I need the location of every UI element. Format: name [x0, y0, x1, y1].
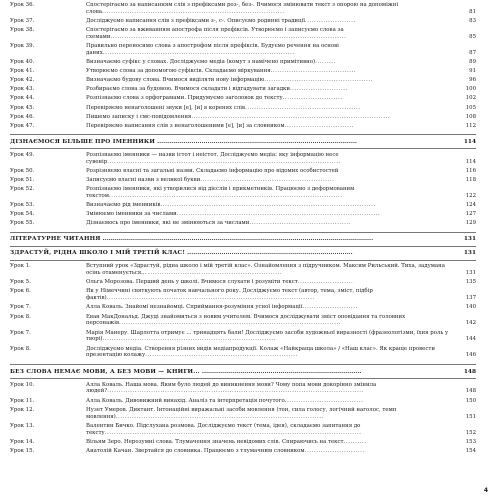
lesson-number: Урок 45. — [10, 104, 35, 111]
leader-dots: ...................................................................................................... — [110, 34, 347, 40]
lesson-title — [86, 114, 476, 121]
lesson-title-text: Досліджуємо написання слів з префіксами з-, с-. Описуємо родинні традиції — [86, 18, 305, 24]
leader-dots: .......................................................................................... — [106, 295, 315, 302]
lesson-number: Урок 36. — [10, 2, 35, 8]
lesson-number: Урок 7. — [10, 329, 31, 336]
toc-entry[interactable] — [10, 68, 476, 75]
section-divider — [10, 246, 476, 247]
lesson-title-text: Перевіряємо написання слів з ненаголошеними [е], [и] за словником — [86, 122, 285, 129]
leader-dots: ........................................................................... — [102, 336, 277, 343]
lesson-title — [86, 314, 476, 328]
lesson-title-text: Розпізнаємо слова з орфограмами. Придумуємо заголовок до тексту — [86, 95, 283, 102]
lesson-title-text: Визначаємо рід іменників — [86, 202, 161, 209]
lesson-page: 146 — [465, 352, 476, 359]
lesson-page: 153 — [465, 438, 476, 445]
section-divider — [10, 364, 476, 365]
toc-entry[interactable] — [10, 406, 476, 421]
lesson-page: 150 — [465, 397, 476, 404]
lesson-page: 148 — [465, 388, 476, 395]
lesson-title — [86, 177, 476, 184]
lesson-page: 108 — [465, 113, 476, 120]
toc-entry[interactable] — [10, 345, 476, 360]
lesson-title-text: Еван МакДональд. Джуді знайомиться з новим учителем. Вчимося досліджувати зміст оповідання та головних персонажів — [86, 313, 406, 327]
section-page: 131 — [463, 236, 476, 243]
leader-dots: ........................ — [302, 304, 358, 311]
lesson-number: Урок 38. — [10, 27, 35, 34]
leader-dots: ..................................................................................................... — [108, 192, 343, 199]
lesson-title — [86, 423, 476, 437]
lesson-title-text: Спостерігаємо за написанням слів з префіксами роз-, без-. Вчимося змінювати текст з опорою на допоміжні слова — [86, 2, 399, 15]
lesson-number: Урок 7. — [10, 304, 31, 311]
lesson-title — [86, 2, 476, 16]
leader-dots: .............................. — [284, 122, 354, 129]
lesson-number: Урок 6. — [10, 288, 31, 295]
lesson-number: Урок 49. — [10, 151, 35, 158]
leader-dots: .................................. — [284, 397, 364, 404]
lesson-page: 116 — [465, 167, 476, 174]
section-title: БЕЗ СЛОВА НЕМАЄ МОВИ, А БЕЗ МОВИ — КНИГИ... — [10, 368, 200, 375]
toc-group-school — [10, 263, 476, 361]
lesson-number: Урок 43. — [10, 86, 35, 93]
section-divider — [10, 260, 476, 261]
toc-entry[interactable] — [10, 263, 476, 277]
leader-dots: ............................................................................................................... — [107, 388, 364, 395]
lesson-title — [86, 27, 476, 41]
leader-dots: ............................................................................... — [201, 368, 362, 375]
toc-entry[interactable] — [10, 113, 476, 121]
toc-entry[interactable] — [10, 167, 476, 175]
toc-entry[interactable] — [10, 422, 476, 437]
lesson-title-text: Записуємо власні назви з великої букви — [86, 176, 201, 183]
toc-entry[interactable] — [10, 104, 476, 112]
lesson-title-text: Визначаємо суфікс у словах. Досліджуємо медіа (комут з намічено примітивно) — [86, 59, 316, 66]
lesson-page: 142 — [465, 320, 476, 327]
section-heading-nouns[interactable] — [10, 138, 476, 146]
toc-list — [10, 2, 476, 457]
lesson-page: 124 — [465, 202, 476, 209]
leader-dots: .................................................................. — [145, 352, 298, 359]
section-title: ДІЗНАЄМОСЯ БІЛЬШЕ ПРО ІМЕННИКИ — [10, 138, 156, 145]
toc-entry[interactable] — [10, 279, 476, 286]
toc-entry[interactable] — [10, 202, 476, 209]
lesson-page: 118 — [465, 176, 476, 183]
leader-dots: ................................................................................................ — [119, 320, 342, 327]
leader-dots: ......... — [315, 59, 336, 66]
lesson-title — [86, 168, 476, 175]
lesson-page: 127 — [465, 211, 476, 218]
leader-dots: ............................................................................................................... — [104, 429, 362, 436]
lesson-title — [86, 439, 476, 446]
lesson-page: 105 — [465, 104, 476, 111]
leader-dots: ...................................................................................... — [191, 113, 391, 120]
lesson-page: 135 — [465, 279, 476, 286]
lesson-title-text: Розрізняємо власні та загальні назви. Складаємо інформацію про відомих особистостей — [86, 167, 339, 174]
lesson-title — [86, 95, 476, 102]
lesson-title — [86, 43, 476, 57]
section-heading-literary-reading[interactable] — [10, 235, 476, 243]
leader-dots: ................................................................................................... — [157, 138, 357, 145]
page-number: 4 — [483, 487, 488, 494]
lesson-title — [86, 186, 476, 200]
lesson-title-text: Досліджуємо медіа. Створення різних видів медіапродукції. Колаж «Найкраща школа» / «Наш клас». Як краще провести презентацію колажу — [86, 345, 435, 359]
section-divider — [10, 232, 476, 233]
lesson-number: Урок 11. — [10, 397, 35, 404]
lesson-number: Урок 51. — [10, 176, 35, 183]
lesson-number: Урок 15. — [10, 447, 35, 454]
lesson-number: Урок 1. — [10, 263, 31, 270]
leader-dots: ............................................................................................. — [160, 202, 376, 209]
toc-entry[interactable] — [10, 176, 476, 184]
leader-dots: .......................................................... — [200, 176, 335, 183]
toc-entry[interactable] — [10, 27, 476, 41]
toc-entry[interactable] — [10, 122, 476, 130]
lesson-title — [86, 211, 476, 218]
row-gap — [86, 227, 476, 229]
lesson-page: 151 — [465, 413, 476, 420]
toc-entry[interactable] — [10, 43, 476, 57]
lesson-number: Урок 40. — [10, 59, 35, 66]
lesson-title-text: Ольга Морозова. Перший день у школі. Вчимося слухати і розуміти текст — [86, 279, 298, 286]
section-title: ЛІТЕРАТУРНЕ ЧИТАННЯ — [10, 236, 101, 243]
lesson-page: 129 — [465, 220, 476, 227]
leader-dots: ........................ — [297, 279, 354, 286]
lesson-title-text: Утворюємо слова за допомогою суфіксів. Складаємо міркування — [86, 68, 271, 75]
leader-dots: .................................................................................. — [187, 250, 353, 257]
lesson-title — [86, 77, 476, 84]
lesson-title — [86, 105, 476, 112]
section-page: 148 — [463, 368, 476, 375]
lesson-page: 122 — [465, 192, 476, 199]
row-gap — [86, 455, 476, 457]
toc-entry[interactable] — [10, 186, 476, 200]
lesson-title-text: Як у Німеччині святкують початок навчального року. Досліджуємо текст (автор, тема, зміст, підбір фактів) — [86, 288, 373, 302]
lesson-title-text: Розпізнаємо іменники — назви істот і неістот. Досліджуємо медіа: яку інформацію несе сувенір — [86, 151, 339, 165]
section-title: ЗДРАСТУЙ, РІДНА ШКОЛО І МІЙ ТРЕТІЙ КЛАС! — [10, 250, 186, 257]
lesson-number: Урок 55. — [10, 220, 35, 227]
lesson-title-text: Пишемо записку і смс-повідомлення — [86, 113, 192, 120]
leader-dots: .......................... — [304, 447, 365, 454]
lesson-title — [86, 407, 476, 421]
section-heading-language[interactable] — [10, 368, 476, 376]
leader-dots: ............................................ — [249, 220, 352, 227]
lesson-title-text: Розбираємо слова за будовою. Вчимося складати і відгадувати загадки — [86, 86, 290, 93]
toc-entry[interactable] — [10, 438, 476, 446]
lesson-title-text: Анатолій Качан. Звертайся до словника. Працюємо з тлумачним словником — [86, 447, 305, 454]
row-gap — [86, 359, 476, 361]
lesson-title — [86, 346, 476, 360]
lesson-number: Урок 13. — [10, 422, 35, 429]
lesson-number: Урок 39. — [10, 43, 35, 50]
toc-entry[interactable] — [10, 304, 476, 311]
toc-entry[interactable] — [10, 86, 476, 93]
lesson-title — [86, 304, 476, 311]
leader-dots: ................................................................................... — [102, 50, 295, 56]
lesson-title — [86, 152, 476, 166]
lesson-page: 100 — [465, 86, 476, 93]
lesson-title — [86, 279, 476, 286]
lesson-page: 96 — [469, 77, 476, 84]
lesson-number: Урок 50. — [10, 167, 35, 174]
section-divider — [10, 148, 476, 149]
lesson-title-text: Вступний урок «Здрастуй, рідна школо і мій третій клас». Ознайомлення з підручником. Максим Рильський. Тиха, задумана осінь отаменується... — [86, 263, 445, 277]
toc-entry[interactable] — [10, 211, 476, 218]
lesson-page: 137 — [465, 295, 476, 302]
lesson-number: Урок 14. — [10, 438, 35, 445]
lesson-title — [86, 59, 476, 66]
toc-entry[interactable] — [10, 59, 476, 66]
row-gap — [86, 130, 476, 132]
lesson-title — [86, 220, 476, 227]
lesson-title-text: Правильно переносимо слова з апострофом після префіксів. Будуємо речення на основі даних — [86, 43, 339, 56]
lesson-page: 91 — [469, 68, 476, 75]
lesson-page: 112 — [465, 122, 476, 129]
lesson-number: Урок 8. — [10, 313, 31, 320]
lesson-number: Урок 52. — [10, 186, 35, 193]
lesson-title-text: Вільям Зеро. Нерозумні слова. Тлумачення значень невідомих слів. Спираючись на текст — [86, 438, 344, 445]
leader-dots: ..................................................................................................... — [107, 158, 341, 165]
lesson-title — [86, 86, 476, 93]
section-page: 131 — [463, 250, 476, 257]
lesson-page: 114 — [465, 158, 476, 165]
lesson-page: 87 — [469, 50, 476, 56]
leader-dots: ...................................................................................................................................... — [102, 236, 374, 243]
lesson-page: 81 — [469, 8, 476, 15]
toc-group-nouns — [10, 151, 476, 229]
leader-dots: ........................................................................................ — [176, 211, 381, 218]
leader-dots: ............................................... — [264, 77, 374, 84]
lesson-number: Урок 37. — [10, 18, 35, 24]
lesson-title — [86, 382, 476, 396]
lesson-number: Урок 8. — [10, 345, 31, 352]
lesson-number: Урок 41. — [10, 68, 35, 75]
lesson-page: 83 — [469, 18, 476, 24]
lesson-title — [86, 263, 476, 277]
toc-entry[interactable] — [10, 18, 476, 25]
lesson-title-text: Розпізнаємо іменники, які утворилися від дієслів і прикметників. Працюємо з деформованим текстом — [86, 186, 355, 199]
toc-group-top — [10, 2, 476, 132]
leader-dots: ......................... — [289, 86, 348, 93]
toc-entry[interactable] — [10, 381, 476, 396]
lesson-title — [86, 68, 476, 75]
toc-entry[interactable] — [10, 77, 476, 84]
lesson-title-text: Алла Коваль. Дивовижний винахід. Аналіз та інтерпретація почутого — [86, 397, 285, 404]
toc-entry[interactable] — [10, 2, 476, 16]
lesson-page: 102 — [465, 95, 476, 102]
leader-dots: ..................................... — [270, 68, 357, 75]
lesson-title — [86, 18, 476, 25]
leader-dots: ...................... — [304, 18, 356, 24]
toc-entry[interactable] — [10, 151, 476, 166]
lesson-title-text: Нузет Умеров. Диктант. Інтонаційні виражальні засоби мовлення (тон, сила голосу, логічний наголос, темп мовлення) — [86, 406, 397, 420]
leader-dots: .......... — [343, 438, 367, 445]
lesson-title — [86, 288, 476, 302]
lesson-number: Урок 53. — [10, 202, 35, 209]
toc-entry[interactable] — [10, 288, 476, 302]
toc-entry[interactable] — [10, 220, 476, 227]
lesson-number: Урок 44. — [10, 95, 35, 102]
lesson-title — [86, 398, 476, 405]
toc-entry[interactable] — [10, 397, 476, 405]
lesson-title-text: Дізнаємось про іменники, які не змінюються за числами — [86, 220, 250, 227]
lesson-title — [86, 330, 476, 344]
lesson-page: 144 — [465, 336, 476, 343]
toc-entry[interactable] — [10, 95, 476, 102]
lesson-page: 131 — [465, 270, 476, 277]
leader-dots: .......................... — [282, 95, 343, 102]
lesson-page: 85 — [469, 34, 476, 40]
lesson-title-text: Визначаємо будову слова. Вчимося виділяти нову інформацію — [86, 77, 265, 84]
toc-group-language — [10, 381, 476, 457]
lesson-title-text: Марія Манеру. Шарлотта отримує ... тринадцять бали! Досліджуємо засоби художньої виразності (фразеологізми, їхня роль у творі) — [86, 329, 449, 343]
section-divider — [10, 378, 476, 379]
section-divider — [10, 134, 476, 135]
lesson-number: Урок 46. — [10, 113, 35, 120]
lesson-number: Урок 5. — [10, 279, 31, 286]
lesson-number: Урок 42. — [10, 77, 35, 84]
lesson-number: Урок 12. — [10, 406, 35, 413]
lesson-page: 140 — [465, 304, 476, 311]
lesson-title-text: Валентин Бичко. Підслухана розмова. Досліджуємо текст (тема, ідея), складаємо запитання до тексту — [86, 422, 361, 436]
leader-dots: .......................................................... — [148, 270, 283, 277]
lesson-title-text: Перевіряємо ненаголошені звуки [е], [и] в коренях слів — [86, 104, 245, 111]
lesson-page: 154 — [465, 447, 476, 454]
lesson-title-text: Спостерігаємо за вживанням апострофа після префіксів. Утворюємо і записуємо слова за схемами — [86, 27, 344, 40]
lesson-title-text: Змінюємо іменники за числами — [86, 211, 177, 218]
leader-dots: .................................................. — [245, 104, 361, 111]
lesson-title — [86, 448, 476, 455]
leader-dots: .......................................................................................... — [115, 413, 324, 420]
lesson-number: Урок 10. — [10, 381, 35, 388]
lesson-title — [86, 123, 476, 130]
lesson-page: 152 — [465, 429, 476, 436]
section-heading-school[interactable] — [10, 249, 476, 257]
section-page: 114 — [463, 138, 476, 145]
lesson-title-text: Алла Коваль. Знайомі незнайомці. Сприймання-розуміння усної інформації — [86, 304, 303, 311]
lesson-page: 89 — [469, 59, 476, 66]
toc-entry[interactable] — [10, 313, 476, 328]
lesson-number: Урок 47. — [10, 122, 35, 129]
lesson-number: Урок 54. — [10, 211, 35, 218]
toc-entry[interactable] — [10, 329, 476, 344]
lesson-title-text: Алла Коваль. Наша мова. Яким було людей до виникнення мови? Чому попа мови докорінно змінила людей? — [86, 381, 377, 395]
leader-dots: ............................................................................... — [101, 8, 285, 15]
lesson-title — [86, 202, 476, 209]
toc-entry[interactable] — [10, 447, 476, 455]
